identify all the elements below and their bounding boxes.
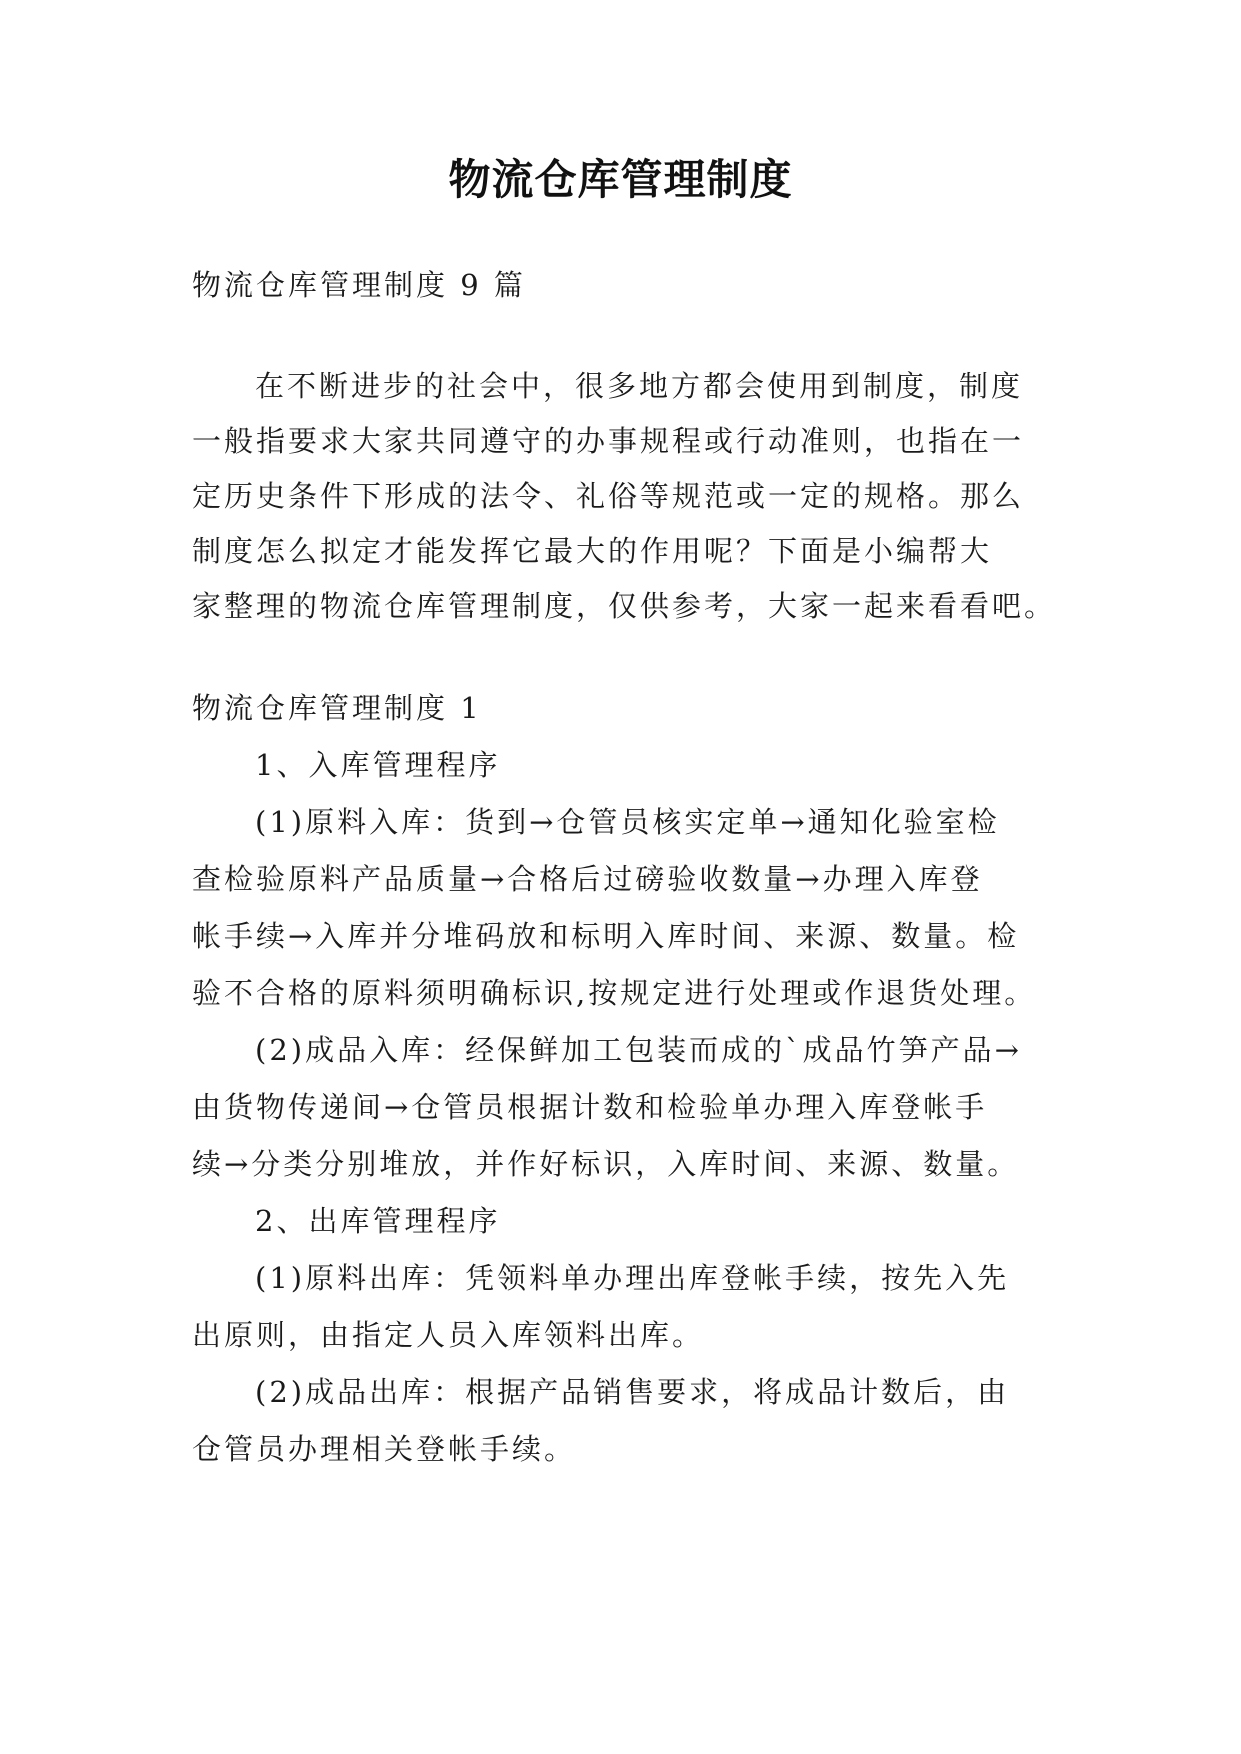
paragraph-line: 家整理的物流仓库管理制度，仅供参考，大家一起来看看吧。 (192, 589, 1057, 623)
paragraph-line: 出原则，由指定人员入库领料出库。 (192, 1318, 705, 1352)
paragraph-line: (2)成品入库：经保鲜加工包装而成的`成品竹笋产品→ (255, 1033, 1022, 1067)
section-heading: 物流仓库管理制度 1 (192, 691, 482, 725)
paragraph-line: 仓管员办理相关登帐手续。 (192, 1432, 577, 1466)
paragraph-line: 查检验原料产品质量→合格后过磅验收数量→办理入库登 (192, 862, 983, 896)
paragraph-line: (2)成品出库：根据产品销售要求，将成品计数后，由 (255, 1375, 1010, 1409)
paragraph-line: 验不合格的原料须明确标识,按规定进行处理或作退货处理。 (192, 976, 1037, 1010)
paragraph-line: 由货物传递间→仓管员根据计数和检验单办理入库登帐手 (192, 1090, 988, 1124)
item-heading: 2、出库管理程序 (255, 1204, 501, 1238)
paragraph-line: 制度怎么拟定才能发挥它最大的作用呢？下面是小编帮大 (192, 534, 993, 568)
paragraph-line: 续→分类分别堆放，并作好标识，入库时间、来源、数量。 (192, 1147, 1020, 1181)
paragraph-line: 帐手续→入库并分堆码放和标明入库时间、来源、数量。检 (192, 919, 1020, 953)
document-title: 物流仓库管理制度 (448, 155, 793, 204)
item-heading: 1、入库管理程序 (255, 748, 501, 782)
paragraph-line: 定历史条件下形成的法令、礼俗等规范或一定的规格。那么 (192, 479, 1025, 513)
paragraph-line: (1)原料入库：货到→仓管员核实定单→通知化验室检 (255, 805, 1000, 839)
paragraph-line: 一般指要求大家共同遵守的办事规程或行动准则，也指在一 (192, 424, 1025, 458)
paragraph-line: (1)原料出库：凭领料单办理出库登帐手续，按先入先 (255, 1261, 1010, 1295)
paragraph-line: 在不断进步的社会中，很多地方都会使用到制度，制度 (255, 369, 1024, 403)
document-subtitle: 物流仓库管理制度 9 篇 (192, 268, 526, 302)
